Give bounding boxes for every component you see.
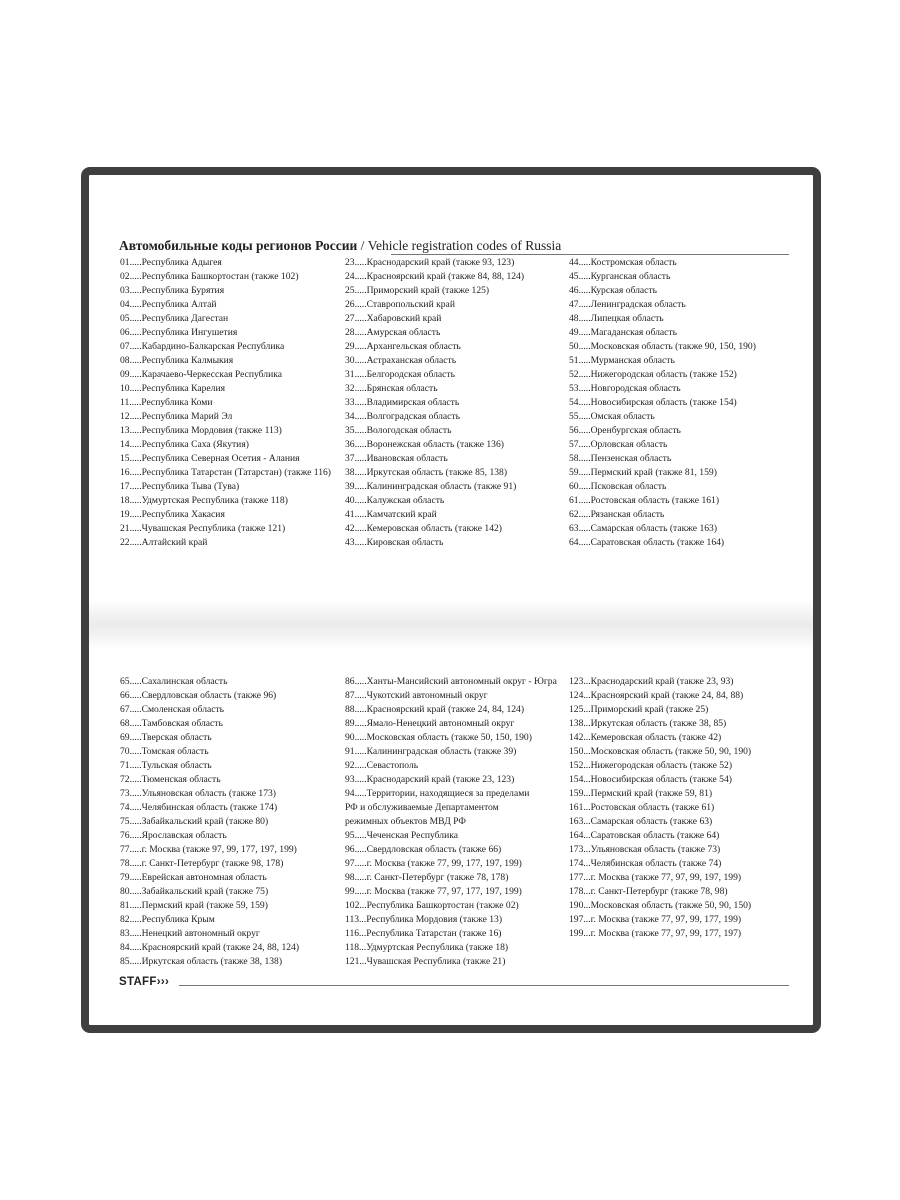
region-code-row: 29.....Архангельская область bbox=[345, 341, 461, 352]
region-code-row: 123...Краснодарский край (также 23, 93) bbox=[569, 676, 734, 687]
region-column-5 bbox=[345, 675, 557, 969]
region-code-row: 03.....Республика Бурятия bbox=[120, 285, 225, 296]
region-code-row: 27.....Хабаровский край bbox=[345, 313, 442, 324]
region-code-row: 121...Чувашская Республика (также 21) bbox=[345, 956, 506, 967]
region-code-row: 159...Пермский край (также 59, 81) bbox=[569, 788, 713, 799]
region-code-row: 77.....г. Москва (также 97, 99, 177, 197, 199) bbox=[120, 844, 297, 855]
region-code-row: 69.....Тверская область bbox=[120, 732, 212, 743]
region-code-row: 51.....Мурманская область bbox=[569, 355, 675, 366]
region-code-row: 31.....Белгородская область bbox=[345, 369, 455, 380]
region-code-row: 75.....Забайкальский край (также 80) bbox=[120, 816, 269, 827]
region-code-row: 43.....Кировская область bbox=[345, 537, 444, 548]
region-code-row: 150...Московская область (также 50, 90, 190) bbox=[569, 746, 752, 757]
region-code-row: 46.....Курская область bbox=[569, 285, 658, 296]
region-code-row: 72.....Тюменская область bbox=[120, 774, 221, 785]
region-code-row: 80.....Забайкальский край (также 75) bbox=[120, 886, 269, 897]
region-code-row: 08.....Республика Калмыкия bbox=[120, 355, 234, 366]
region-code-row: 113...Республика Мордовия (также 13) bbox=[345, 914, 503, 925]
region-code-row: 91.....Калининградская область (также 39) bbox=[345, 746, 517, 757]
region-code-row: 47.....Ленинградская область bbox=[569, 299, 686, 310]
region-code-row: 76.....Ярославская область bbox=[120, 830, 227, 841]
region-code-row: 177...г. Москва (также 77, 97, 99, 197, 199) bbox=[569, 872, 742, 883]
region-code-row: 26.....Ставропольский край bbox=[345, 299, 455, 310]
region-code-row: 58.....Пензенская область bbox=[569, 453, 672, 464]
region-code-row: РФ и обслуживаемые Департаментом bbox=[345, 802, 499, 813]
region-code-row: 07.....Кабардино-Балкарская Республика bbox=[120, 341, 285, 352]
region-code-row: 71.....Тульская область bbox=[120, 760, 212, 771]
region-code-row: 02.....Республика Башкортостан (также 102) bbox=[120, 271, 299, 282]
region-code-row: 53.....Новгородская область bbox=[569, 383, 681, 394]
region-code-row: 73.....Ульяновская область (также 173) bbox=[120, 788, 276, 799]
region-code-row: 161...Ростовская область (также 61) bbox=[569, 802, 715, 813]
region-code-row: 42.....Кемеровская область (также 142) bbox=[345, 523, 502, 534]
region-code-row: 19.....Республика Хакасия bbox=[120, 509, 225, 520]
region-code-row: 36.....Воронежская область (также 136) bbox=[345, 439, 504, 450]
region-code-row: 01.....Республика Адыгея bbox=[120, 257, 222, 268]
region-code-row: 48.....Липецкая область bbox=[569, 313, 664, 324]
region-code-row: 142...Кемеровская область (также 42) bbox=[569, 732, 722, 743]
region-code-row: 88.....Красноярский край (также 24, 84, 124) bbox=[345, 704, 525, 715]
region-code-row: 125...Приморский край (также 25) bbox=[569, 704, 709, 715]
region-code-row: 34.....Волгоградская область bbox=[345, 411, 460, 422]
region-code-row: 55.....Омская область bbox=[569, 411, 655, 422]
region-code-row: 21.....Чувашская Республика (также 121) bbox=[120, 523, 286, 534]
region-code-row: 52.....Нижегородская область (также 152) bbox=[569, 369, 737, 380]
title-en: Vehicle registration codes of Russia bbox=[367, 238, 562, 253]
region-code-row: 102...Республика Башкортостан (также 02) bbox=[345, 900, 519, 911]
region-code-row: 22.....Алтайский край bbox=[120, 537, 208, 548]
region-code-row: 11.....Республика Коми bbox=[120, 397, 213, 408]
region-code-row: 70.....Томская область bbox=[120, 746, 209, 757]
booklet-page bbox=[81, 167, 821, 1033]
region-column-1 bbox=[120, 256, 331, 550]
page-fold bbox=[89, 600, 813, 650]
region-column-4 bbox=[120, 675, 299, 969]
region-code-row: 23.....Краснодарский край (также 93, 123) bbox=[345, 257, 515, 268]
region-code-row: 05.....Республика Дагестан bbox=[120, 313, 229, 324]
region-code-row: 62.....Рязанская область bbox=[569, 509, 665, 520]
region-code-row: 16.....Республика Татарстан (Татарстан) (также 116) bbox=[120, 467, 332, 478]
region-code-row: 87.....Чукотский автономный округ bbox=[345, 690, 488, 701]
region-code-row: 50.....Московская область (также 90, 150, 190) bbox=[569, 341, 756, 352]
region-code-row: 190...Московская область (также 50, 90, 150) bbox=[569, 900, 752, 911]
region-code-row: 67.....Смоленская область bbox=[120, 704, 225, 715]
region-code-row: 17.....Республика Тыва (Тува) bbox=[120, 481, 240, 492]
region-code-row: 49.....Магаданская область bbox=[569, 327, 677, 338]
region-code-row: 82.....Республика Крым bbox=[120, 914, 215, 925]
region-code-row: 152...Нижегородская область (также 52) bbox=[569, 760, 733, 771]
region-code-row: 30.....Астраханская область bbox=[345, 355, 457, 366]
region-code-row: 13.....Республика Мордовия (также 113) bbox=[120, 425, 282, 436]
region-code-row: 60.....Псковская область bbox=[569, 481, 667, 492]
region-code-row: 98.....г. Санкт-Петербург (также 78, 178) bbox=[345, 872, 509, 883]
region-code-row: 15.....Республика Северная Осетия - Алания bbox=[120, 453, 300, 464]
region-code-row: 93.....Краснодарский край (также 23, 123) bbox=[345, 774, 515, 785]
region-code-row: 74.....Челябинская область (также 174) bbox=[120, 802, 278, 813]
region-code-row: 99.....г. Москва (также 77, 97, 177, 197, 199) bbox=[345, 886, 522, 897]
region-code-row: 197...г. Москва (также 77, 97, 99, 177, 199) bbox=[569, 914, 742, 925]
title-divider bbox=[391, 254, 789, 255]
region-code-row: 33.....Владимирская область bbox=[345, 397, 460, 408]
region-code-row: 63.....Самарская область (также 163) bbox=[569, 523, 718, 534]
region-code-row: 04.....Республика Алтай bbox=[120, 299, 217, 310]
region-code-row: 164...Саратовская область (также 64) bbox=[569, 830, 720, 841]
region-code-row: 163...Самарская область (также 63) bbox=[569, 816, 713, 827]
region-code-row: 06.....Республика Ингушетия bbox=[120, 327, 238, 338]
region-code-row: 28.....Амурская область bbox=[345, 327, 441, 338]
region-code-row: 79.....Еврейская автономная область bbox=[120, 872, 267, 883]
region-code-row: 86.....Ханты-Мансийский автономный округ - Югра bbox=[345, 676, 557, 687]
region-code-row: 35.....Вологодская область bbox=[345, 425, 452, 436]
region-code-row: режимных объектов МВД РФ bbox=[345, 816, 466, 827]
region-code-row: 14.....Республика Саха (Якутия) bbox=[120, 439, 249, 450]
region-code-row: 25.....Приморский край (также 125) bbox=[345, 285, 490, 296]
title-separator: / bbox=[357, 238, 368, 253]
region-code-row: 10.....Республика Карелия bbox=[120, 383, 226, 394]
region-code-row: 83.....Ненецкий автономный округ bbox=[120, 928, 260, 939]
region-code-row: 118...Удмуртская Республика (также 18) bbox=[345, 942, 509, 953]
region-code-row: 18.....Удмуртская Республика (также 118) bbox=[120, 495, 288, 506]
region-code-row: 178...г. Санкт-Петербург (также 78, 98) bbox=[569, 886, 728, 897]
region-code-row: 199...г. Москва (также 77, 97, 99, 177, 197) bbox=[569, 928, 742, 939]
region-code-row: 173...Ульяновская область (также 73) bbox=[569, 844, 721, 855]
page-title bbox=[119, 236, 799, 255]
region-code-row: 54.....Новосибирская область (также 154) bbox=[569, 397, 737, 408]
region-code-row: 92.....Севастополь bbox=[345, 760, 419, 771]
region-code-row: 78.....г. Санкт-Петербург (также 98, 178) bbox=[120, 858, 284, 869]
region-column-6 bbox=[569, 675, 751, 941]
region-code-row: 90.....Московская область (также 50, 150, 190) bbox=[345, 732, 532, 743]
region-code-row: 95.....Чеченская Республика bbox=[345, 830, 459, 841]
logo-text: STAFF bbox=[119, 976, 157, 988]
region-code-row: 57.....Орловская область bbox=[569, 439, 668, 450]
region-column-3 bbox=[569, 256, 756, 550]
region-code-row: 38.....Иркутская область (также 85, 138) bbox=[345, 467, 508, 478]
region-code-row: 65.....Сахалинская область bbox=[120, 676, 228, 687]
region-code-row: 124...Красноярский край (также 24, 84, 88) bbox=[569, 690, 744, 701]
region-code-row: 59.....Пермский край (также 81, 159) bbox=[569, 467, 717, 478]
region-code-row: 39.....Калининградская область (также 91) bbox=[345, 481, 517, 492]
region-code-row: 174...Челябинская область (также 74) bbox=[569, 858, 722, 869]
region-code-row: 09.....Карачаево-Черкесская Республика bbox=[120, 369, 283, 380]
region-code-row: 44.....Костромская область bbox=[569, 257, 677, 268]
region-code-row: 97.....г. Москва (также 77, 99, 177, 197, 199) bbox=[345, 858, 522, 869]
region-code-row: 41.....Камчатский край bbox=[345, 509, 437, 520]
region-code-row: 56.....Оренбургская область bbox=[569, 425, 681, 436]
region-code-row: 85.....Иркутская область (также 38, 138) bbox=[120, 956, 283, 967]
region-code-row: 45.....Курганская область bbox=[569, 271, 671, 282]
title-ru: Автомобильные коды регионов России bbox=[119, 238, 358, 253]
region-code-row: 37.....Ивановская область bbox=[345, 453, 448, 464]
region-code-row: 94.....Территории, находящиеся за пределами bbox=[345, 788, 530, 799]
region-code-row: 84.....Красноярский край (также 24, 88, 124) bbox=[120, 942, 300, 953]
region-code-row: 116...Республика Татарстан (также 16) bbox=[345, 928, 502, 939]
region-code-row: 89.....Ямало-Ненецкий автономный округ bbox=[345, 718, 515, 729]
region-column-2 bbox=[345, 256, 524, 550]
region-code-row: 12.....Республика Марий Эл bbox=[120, 411, 233, 422]
region-code-row: 64.....Саратовская область (также 164) bbox=[569, 537, 725, 548]
region-code-row: 154...Новосибирская область (также 54) bbox=[569, 774, 732, 785]
region-code-row: 32.....Брянская область bbox=[345, 383, 438, 394]
logo-arrows-icon: ››› bbox=[156, 976, 170, 988]
footer-divider bbox=[179, 985, 789, 986]
staff-logo bbox=[119, 976, 169, 988]
region-code-row: 24.....Красноярский край (также 84, 88, 124) bbox=[345, 271, 525, 282]
region-code-row: 96.....Свердловская область (также 66) bbox=[345, 844, 502, 855]
region-code-row: 66.....Свердловская область (также 96) bbox=[120, 690, 277, 701]
region-code-row: 40.....Калужская область bbox=[345, 495, 445, 506]
region-code-row: 81.....Пермский край (также 59, 159) bbox=[120, 900, 268, 911]
region-code-row: 138...Иркутская область (также 38, 85) bbox=[569, 718, 727, 729]
region-code-row: 68.....Тамбовская область bbox=[120, 718, 223, 729]
region-code-row: 61.....Ростовская область (также 161) bbox=[569, 495, 720, 506]
